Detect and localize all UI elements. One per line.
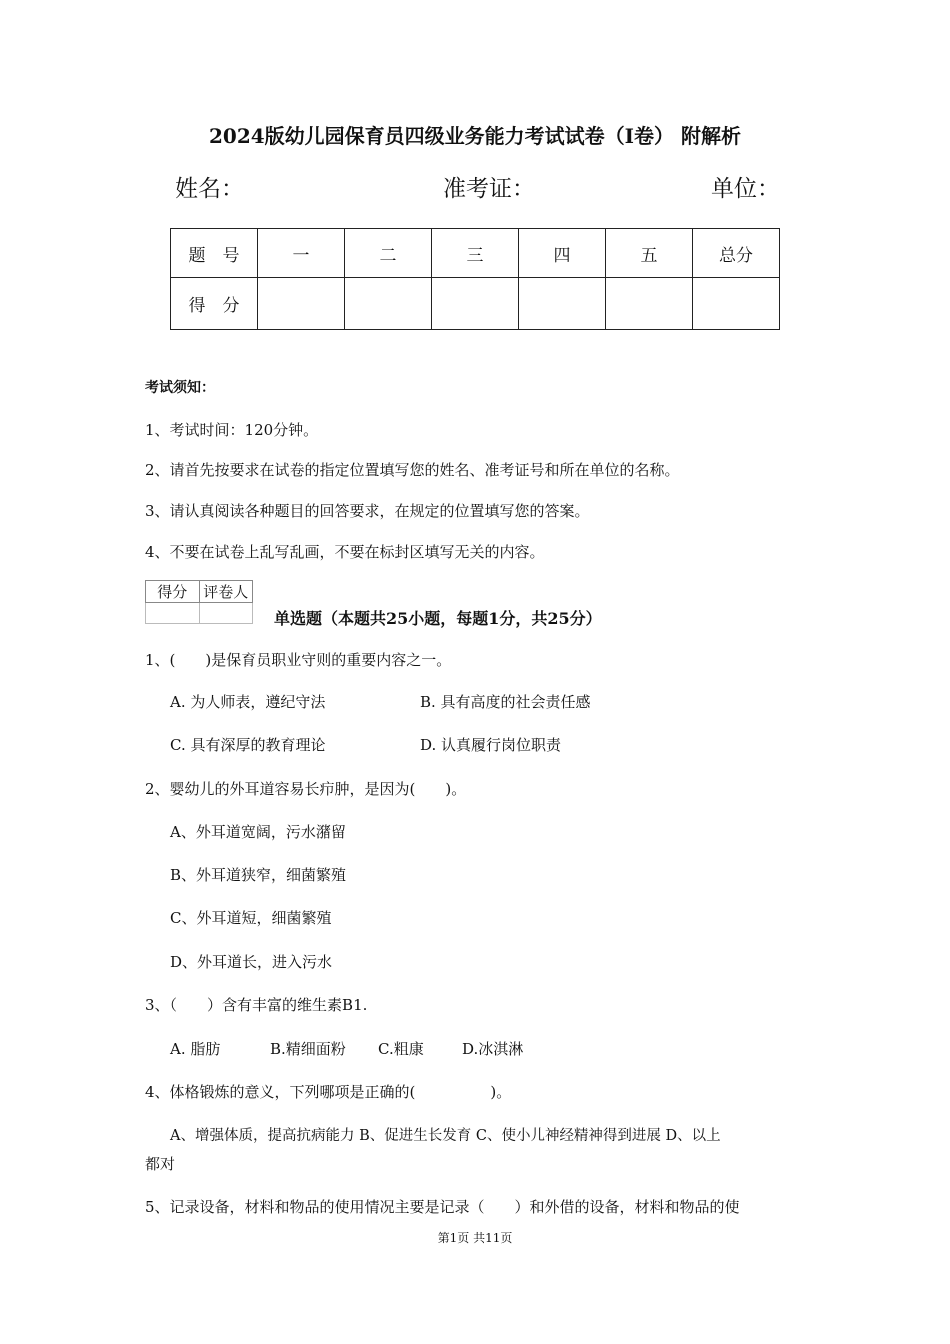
- question-2-stem: 2、婴幼儿的外耳道容易长疖肿，是因为( )。: [145, 780, 467, 798]
- question-1-option-d: D. 认真履行岗位职责: [420, 736, 562, 754]
- question-number-header: 题 号: [171, 229, 258, 278]
- question-3-stem: 3、（ ）含有丰富的维生素B1.: [145, 996, 368, 1014]
- section-4-header: 四: [519, 229, 606, 278]
- score-cell: [693, 278, 780, 330]
- page-title: 2024版幼儿园保育员四级业务能力考试试卷（I卷） 附解析: [209, 124, 741, 148]
- question-1-stem: 1、( )是保育员职业守则的重要内容之一。: [145, 651, 452, 669]
- section-5-header: 五: [606, 229, 693, 278]
- notice-item: 3、请认真阅读各种题目的回答要求，在规定的位置填写您的答案。: [145, 502, 590, 520]
- question-4-options: A、增强体质，提高抗病能力 B、促进生长发育 C、使小儿神经精神得到进展 D、以上: [170, 1128, 721, 1144]
- grader-score-cell: [146, 603, 200, 624]
- score-cell: [345, 278, 432, 330]
- question-1-option-c: C. 具有深厚的教育理论: [170, 736, 326, 754]
- question-4-options-cont: 都对: [145, 1155, 176, 1173]
- notice-item: 1、考试时间：120分钟。: [145, 421, 319, 439]
- name-label: 姓名：: [175, 176, 244, 202]
- score-table: [170, 228, 780, 330]
- score-cell: [606, 278, 693, 330]
- question-2-option-b: B、外耳道狭窄，细菌繁殖: [170, 866, 347, 884]
- section-1-header: 一: [258, 229, 345, 278]
- score-cell: [258, 278, 345, 330]
- question-4-stem: 4、体格锻炼的意义，下列哪项是正确的( )。: [145, 1083, 512, 1101]
- notice-heading: 考试须知：: [145, 380, 215, 396]
- score-table-score-row: [171, 278, 780, 330]
- question-1-option-a: A. 为人师表，遵纪守法: [170, 693, 326, 711]
- exam-id-label: 准考证：: [443, 176, 535, 202]
- question-2-option-d: D、外耳道长，进入污水: [170, 953, 333, 971]
- grader-score-label: 得分: [146, 581, 200, 603]
- section-3-header: 三: [432, 229, 519, 278]
- unit-label: 单位：: [711, 176, 780, 202]
- score-row-label: 得 分: [171, 278, 258, 330]
- question-3-option-d: D.冰淇淋: [462, 1040, 524, 1058]
- question-3-option-a: A. 脂肪: [170, 1040, 221, 1058]
- grader-reviewer-cell: [199, 603, 253, 624]
- candidate-info-row: [175, 170, 780, 204]
- question-3-option-b: B.精细面粉: [270, 1040, 346, 1058]
- score-cell: [519, 278, 606, 330]
- question-2-option-c: C、外耳道短，细菌繁殖: [170, 909, 332, 927]
- total-header: 总分: [693, 229, 780, 278]
- question-5-stem: 5、记录设备，材料和物品的使用情况主要是记录（ ）和外借的设备，材料和物品的使: [145, 1198, 740, 1216]
- notice-item: 4、不要在试卷上乱写乱画，不要在标封区填写无关的内容。: [145, 543, 545, 561]
- page-footer: 第1页 共11页: [437, 1231, 513, 1245]
- grader-reviewer-label: 评卷人: [199, 581, 253, 603]
- score-cell: [432, 278, 519, 330]
- notice-item: 2、请首先按要求在试卷的指定位置填写您的姓名、准考证号和所在单位的名称。: [145, 461, 680, 479]
- question-3-option-c: C.粗康: [378, 1040, 424, 1058]
- score-table-header-row: [171, 229, 780, 278]
- question-2-option-a: A、外耳道宽阔，污水潴留: [170, 823, 346, 841]
- grader-box: [145, 580, 253, 624]
- question-1-option-b: B. 具有高度的社会责任感: [420, 693, 591, 711]
- section-2-header: 二: [345, 229, 432, 278]
- section-title: 单选题（本题共25小题，每题1分，共25分）: [274, 609, 602, 628]
